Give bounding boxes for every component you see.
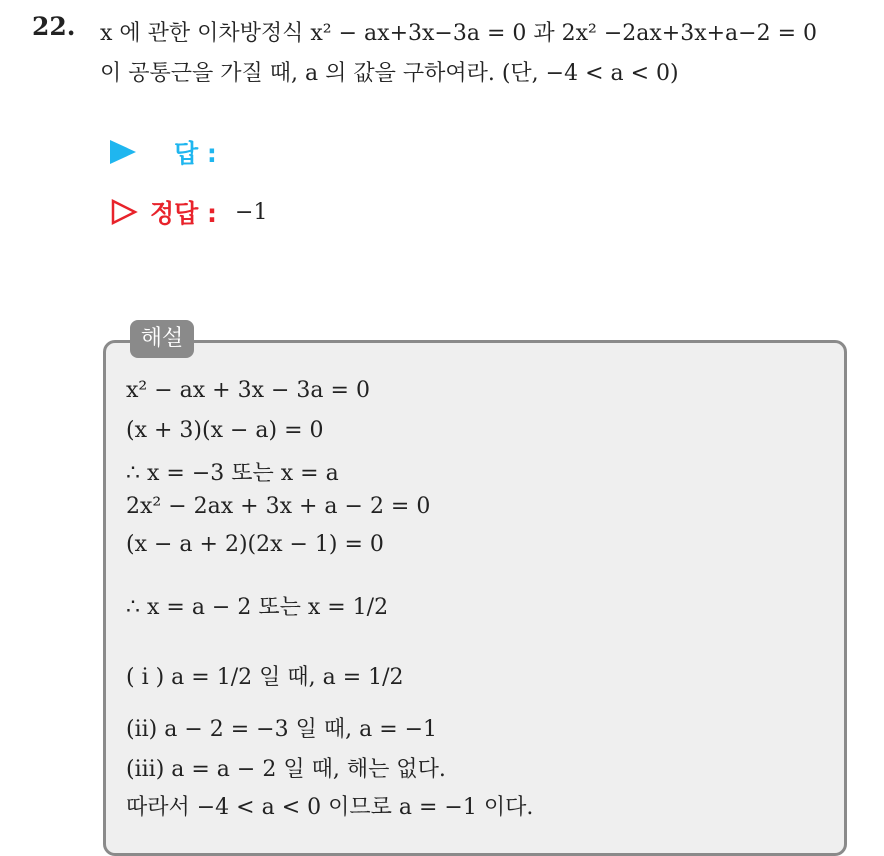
question-line-2: 이 공통근을 가질 때, a 의 값을 구하여라. (단, −4 < a < 0) [100, 61, 679, 86]
solution-line-5: (x − a + 2)(2x − 1) = 0 [126, 532, 384, 557]
solution-tab: 해설 [130, 320, 194, 358]
outline-triangle-icon [110, 198, 138, 226]
question-number: 22. [32, 12, 76, 41]
answer-row [110, 134, 231, 170]
solution-line-1: x² − ax + 3x − 3a = 0 [126, 378, 370, 403]
solution-line-8: (ii) a − 2 = −3 일 때, a = −1 [126, 717, 438, 742]
question-line-1: x 에 관한 이차방정식 x² − ax+3x−3a = 0 과 2x² −2ax+3x+a−2 = 0 [100, 21, 818, 46]
correct-answer-row [110, 194, 267, 230]
answer-label: 답 : [174, 139, 217, 168]
correct-answer-value: −1 [235, 199, 268, 225]
correct-answer-label: 정답 : [150, 199, 218, 228]
solution-line-4: 2x² − 2ax + 3x + a − 2 = 0 [126, 494, 431, 519]
filled-triangle-icon [110, 140, 136, 164]
solution-line-10: 따라서 −4 < a < 0 이므로 a = −1 이다. [126, 795, 534, 820]
solution-line-7: ( i ) a = 1/2 일 때, a = 1/2 [126, 665, 404, 690]
solution-line-9: (iii) a = a − 2 일 때, 해는 없다. [126, 757, 446, 782]
solution-line-3: ∴ x = −3 또는 x = a [126, 461, 339, 486]
solution-line-2: (x + 3)(x − a) = 0 [126, 418, 324, 443]
solution-line-6: ∴ x = a − 2 또는 x = 1/2 [126, 595, 389, 620]
